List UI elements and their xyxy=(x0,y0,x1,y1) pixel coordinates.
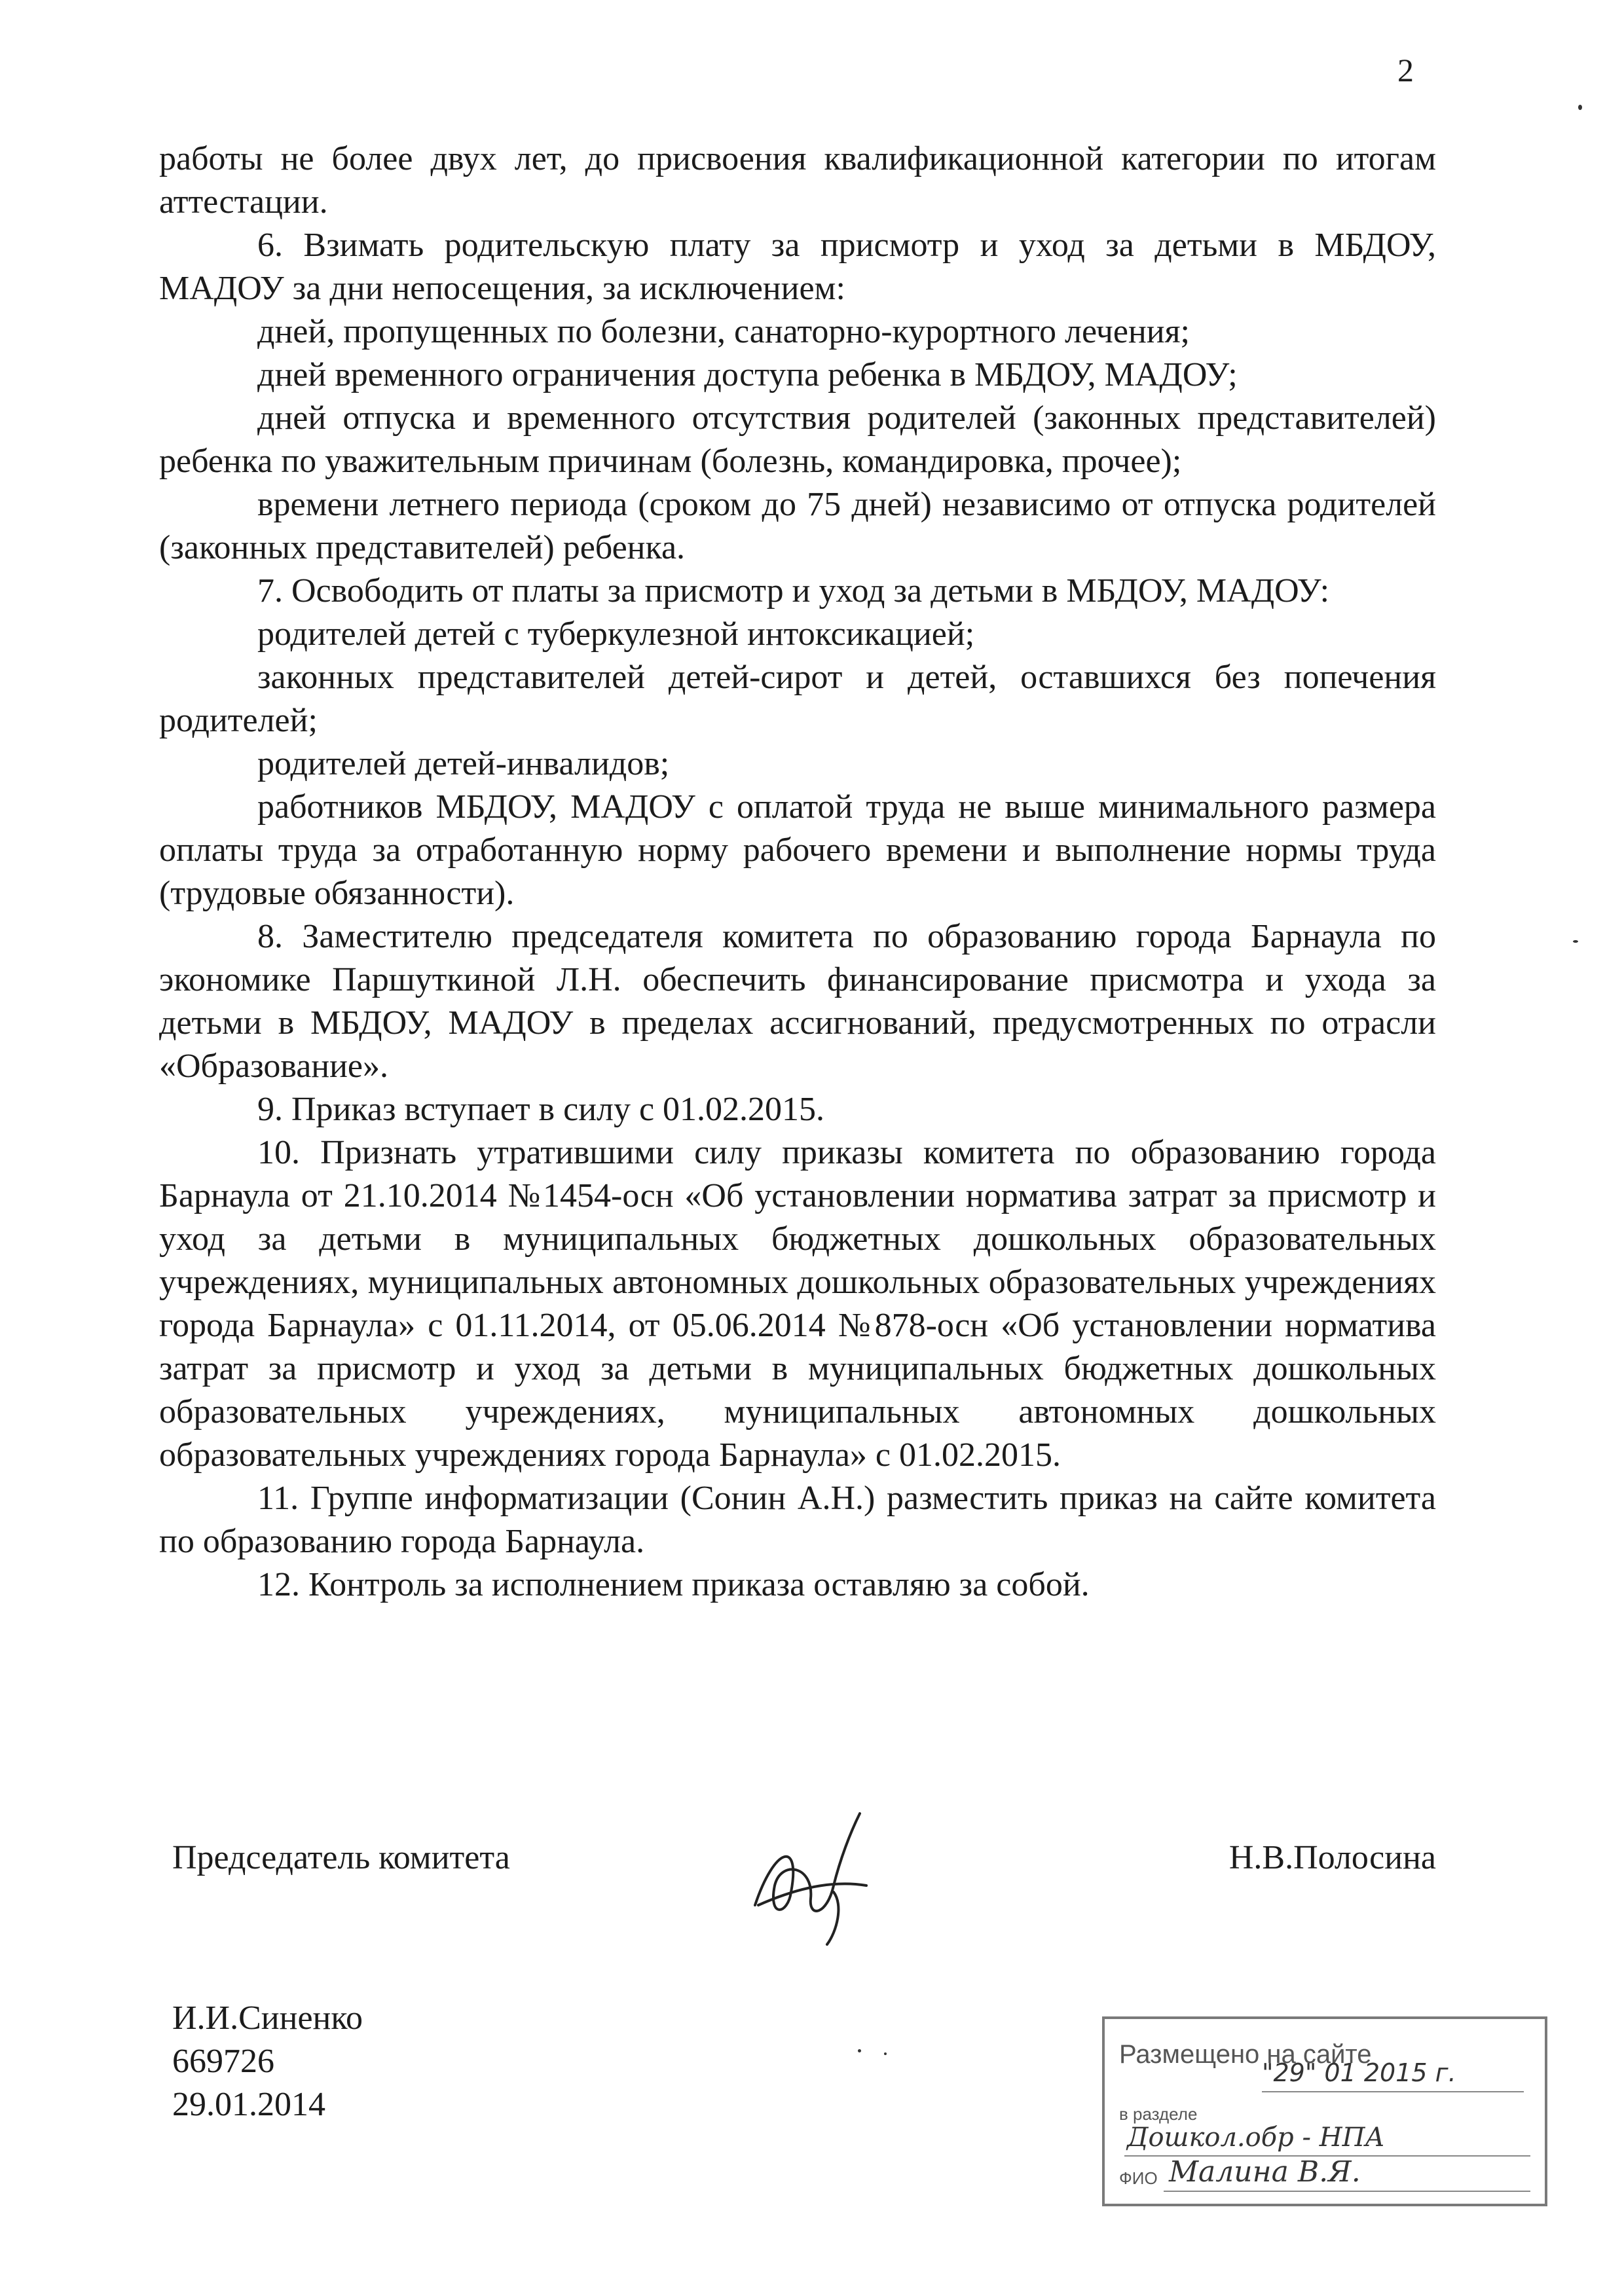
executor-name: И.И.Синенко xyxy=(172,1999,363,2037)
executor-phone: 669726 xyxy=(172,2043,274,2080)
paragraph: дней отпуска и временного отсутствия родителей (законных представителей) ребенка по уважительным причинам (болезнь, командировка, прочее); xyxy=(159,399,1436,480)
paragraph: родителей детей-инвалидов; xyxy=(257,745,670,782)
stamp-date: "29" 01 2015 г. xyxy=(1262,2058,1456,2087)
paragraph: дней временного ограничения доступа ребенка в МБДОУ, МАДОУ; xyxy=(257,356,1238,393)
paragraph: 7. Освободить от платы за присмотр и уход за детьми в МБДОУ, МАДОУ: xyxy=(257,572,1330,610)
signatory-name: Н.В.Полосина xyxy=(1228,1839,1436,1876)
paragraph: 11. Группе информатизации (Сонин А.Н.) разместить приказ на сайте комитета по образованию города Барнаула. xyxy=(159,1480,1436,1560)
signature-block xyxy=(172,1833,1436,1925)
paragraph: 6. Взимать родительскую плату за присмотр и уход за детьми в МБДОУ, МАДОУ за дни непосещения, за исключением: xyxy=(159,227,1436,307)
stamp-section-label: в разделе xyxy=(1119,2104,1198,2124)
paragraph: 10. Признать утратившими силу приказы комитета по образованию города Барнаула от 21.10.2014 №1454-осн «Об установлении норматива затрат за присмотр и уход за детьми в муниципальных бюджетных дошкольных образовательных учреждениях, муниципальных автономных дошкольных образовательных учреждениях города Барнаула» с 01.11.2014, от 05.06.2014 №878-осн «Об установлении норматива затрат за присмотр и уход за детьми в муниципальных бюджетных дошкольных образовательных учреждениях, муниципальных автономных дошкольных образовательных учреждениях города Барнаула» с 01.02.2015. xyxy=(159,1134,1436,1474)
executor-block xyxy=(172,1997,363,2126)
executor-date: 29.01.2014 xyxy=(172,2086,325,2123)
paragraph: родителей детей с туберкулезной интоксикацией; xyxy=(257,615,975,653)
paragraph: работников МБДОУ, МАДОУ с оплатой труда не выше минимального размера оплаты труда за отработанную норму рабочего времени и выполнение нормы труда (трудовые обязанности). xyxy=(159,788,1436,912)
page-number: 2 xyxy=(1397,52,1414,88)
stamp-fio-label: ФИО xyxy=(1119,2168,1158,2188)
signatory-title: Председатель комитета xyxy=(172,1839,510,1876)
signature-scribble xyxy=(729,1807,899,1951)
document-body xyxy=(159,137,1436,1607)
paragraph: 12. Контроль за исполнением приказа оставляю за собой. xyxy=(257,1566,1090,1603)
paragraph: 8. Заместителю председателя комитета по образованию города Барнаула по экономике Паршуткиной Л.Н. обеспечить финансирование присмотра и ухода за детьми в МБДОУ, МАДОУ в пределах ассигнований, предусмотренных по отрасли «Образование». xyxy=(159,918,1436,1085)
website-publication-stamp xyxy=(1102,2016,1547,2206)
paragraph: законных представителей детей-сирот и детей, оставшихся без попечения родителей; xyxy=(159,659,1436,739)
stamp-title: Размещено на сайте xyxy=(1119,2040,1372,2069)
paragraph: дней, пропущенных по болезни, санаторно-курортного лечения; xyxy=(257,313,1190,350)
paragraph: 9. Приказ вступает в силу с 01.02.2015. xyxy=(257,1091,825,1128)
stamp-fio-value: Малина В.Я. xyxy=(1169,2155,1361,2189)
paragraph: работы не более двух лет, до присвоения квалификационной категории по итогам аттестации. xyxy=(159,140,1436,221)
stamp-section-value: Дошкол.обр - НПА xyxy=(1127,2123,1385,2153)
paragraph: времени летнего периода (сроком до 75 дней) независимо от отпуска родителей (законных представителей) ребенка. xyxy=(159,486,1436,566)
